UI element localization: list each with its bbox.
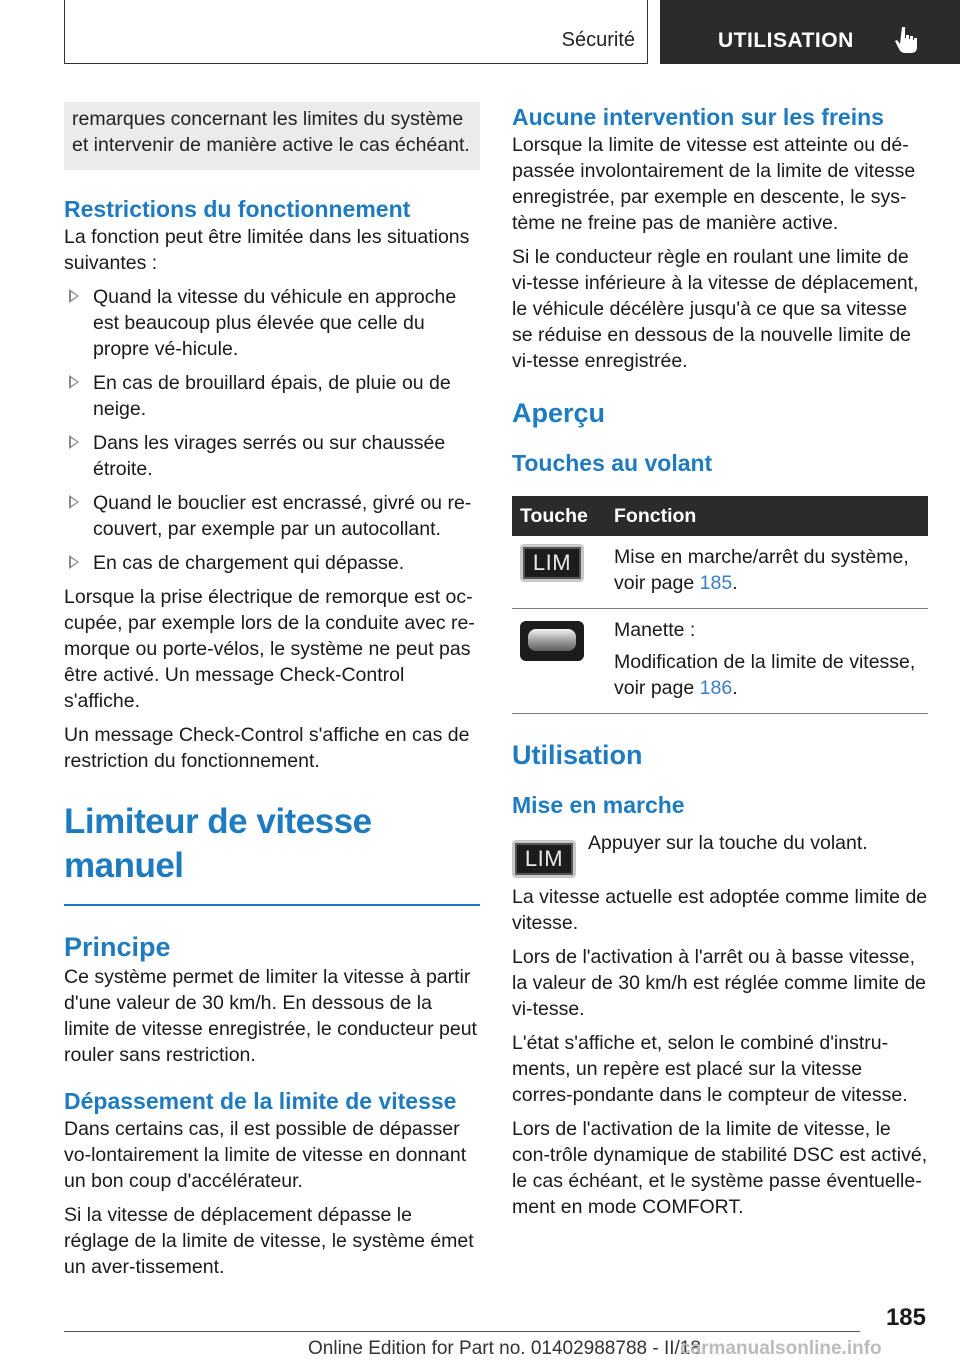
function-text: Mise en marche/arrêt du système, voir page 185. — [614, 546, 909, 594]
triangle-bullet-icon — [69, 555, 79, 569]
header-section-box — [64, 0, 648, 64]
arret-paragraph: Lors de l'activation à l'arrêt ou à basse vitesse, la valeur de 30 km/h est réglée comme limite de vi-tesse. — [512, 946, 927, 1020]
list-item: En cas de chargement qui dépasse. — [64, 550, 480, 576]
lever-icon — [520, 621, 584, 661]
touches-heading: Touches au volant — [512, 450, 713, 476]
table-row — [512, 609, 928, 714]
principe-heading: Principe — [64, 931, 171, 962]
depassement-paragraph-2: Si la vitesse de déplacement dépasse le réglage de la limite de vitesse, le système émet un aver-tissement. — [64, 1203, 474, 1278]
key-cell — [512, 536, 606, 609]
list-item: En cas de brouillard épais, de pluie ou de neige. — [64, 370, 480, 422]
trailer-paragraph: Lorsque la prise électrique de remorque est oc-cupée, par exemple lors de la conduite avec re-morque ou porte-vélos, le système ne peut pas être activé. Un message Check-Control s'affiche. — [64, 586, 475, 712]
title-divider — [64, 904, 480, 906]
triangle-bullet-icon — [69, 375, 79, 389]
marche-heading: Mise en marche — [512, 792, 685, 818]
footer-divider — [64, 1331, 860, 1332]
triangle-bullet-icon — [69, 289, 79, 303]
lim-button-icon: LIM — [512, 840, 576, 878]
note-text: remarques concernant les limites du système et intervenir de manière active le cas échéant. — [72, 108, 470, 156]
freins-heading: Aucune intervention sur les freins — [512, 104, 884, 130]
marche-text: Appuyer sur la touche du volant. — [588, 832, 868, 854]
freins-paragraph-1: Lorsque la limite de vitesse est atteinte ou dé-passée involontairement de la limite de vitesse enregistrée, par exemple en descente, le sys-tème ne freine pas de manière active. — [512, 134, 916, 234]
utilisation-heading: Utilisation — [512, 740, 643, 770]
principe-text: Ce système permet de limiter la vitesse à partir d'une valeur de 30 km/h. En dessous de la limite de vitesse enregistrée, le conducteur peut rouler sans restriction. — [64, 965, 477, 1066]
right-column — [512, 102, 928, 1228]
function-cell — [606, 536, 928, 609]
dsc-paragraph: Lors de l'activation de la limite de vitesse, le con-trôle dynamique de stabilité DSC est activé, le cas échéant, et le système passe éventuelle-ment en mode COMFORT. — [512, 1118, 928, 1218]
freins-paragraph-2: Si le conducteur règle en roulant une limite de vi-tesse inférieure à la vitesse de déplacement, le véhicule décélère jusqu'à ce que sa vitesse se réduise en dessous de la nouvelle limite de vi-tesse enregistrée. — [512, 246, 919, 372]
list-item: Dans les virages serrés ou sur chaussée étroite. — [64, 430, 480, 482]
left-column — [64, 102, 480, 1288]
depassement-paragraph-1: Dans certains cas, il est possible de dépasser vo-lontairement la limite de vitesse en donnant un bon coup d'accélérateur. — [64, 1117, 467, 1192]
adoptee-paragraph: La vitesse actuelle est adoptée comme limite de vitesse. — [512, 886, 928, 934]
marche-row — [512, 826, 928, 872]
page-link[interactable]: 186 — [699, 677, 733, 699]
lim-button-icon: LIM — [520, 544, 584, 582]
function-text: Manette : — [614, 619, 696, 641]
depassement-heading: Dépassement de la limite de vitesse — [64, 1087, 457, 1114]
footer-edition: Online Edition for Part no. 01402988788 - II/18 — [308, 1338, 701, 1359]
etat-paragraph: L'état s'affiche et, selon le combiné d'instru-ments, un repère est placé sur la vitesse corres-pondante dans le compteur de vitesse. — [512, 1032, 908, 1106]
page-number: 185 — [885, 1304, 926, 1331]
table-row — [512, 536, 928, 609]
list-item: Quand le bouclier est encrassé, givré ou re-couvert, par exemple par un autocollant. — [64, 490, 480, 542]
table-header-row — [512, 496, 928, 536]
note-box — [64, 102, 480, 170]
triangle-bullet-icon — [69, 435, 79, 449]
header-section-title: Sécurité — [561, 29, 635, 51]
function-cell — [606, 609, 928, 714]
check-control-paragraph: Un message Check-Control s'affiche en cas de restriction du fonctionnement. — [64, 724, 470, 772]
page-link[interactable]: 185 — [699, 572, 733, 594]
restrictions-list — [64, 284, 480, 576]
keys-table — [512, 496, 928, 714]
apercu-heading: Aperçu — [512, 398, 606, 428]
header-chapter-label: UTILISATION — [718, 29, 854, 52]
column-header-function: Fonction — [606, 496, 928, 536]
main-title: Limiteur de vitesse manuel — [64, 802, 372, 885]
triangle-bullet-icon — [69, 495, 79, 509]
restrictions-heading: Restrictions du fonctionnement — [64, 196, 411, 222]
watermark: carmanualsonline.info — [680, 1338, 882, 1359]
header-chapter-tab[interactable] — [660, 0, 960, 64]
function-text: Modification de la limite de vitesse, voir page 186. — [614, 651, 916, 699]
pointing-hand-icon — [894, 26, 920, 54]
restrictions-intro: La fonction peut être limitée dans les situations suivantes : — [64, 226, 470, 274]
list-item: Quand la vitesse du véhicule en approche est beaucoup plus élevée que celle du propre vé-hicule. — [64, 284, 480, 362]
key-cell — [512, 609, 606, 714]
column-header-key: Touche — [512, 496, 606, 536]
